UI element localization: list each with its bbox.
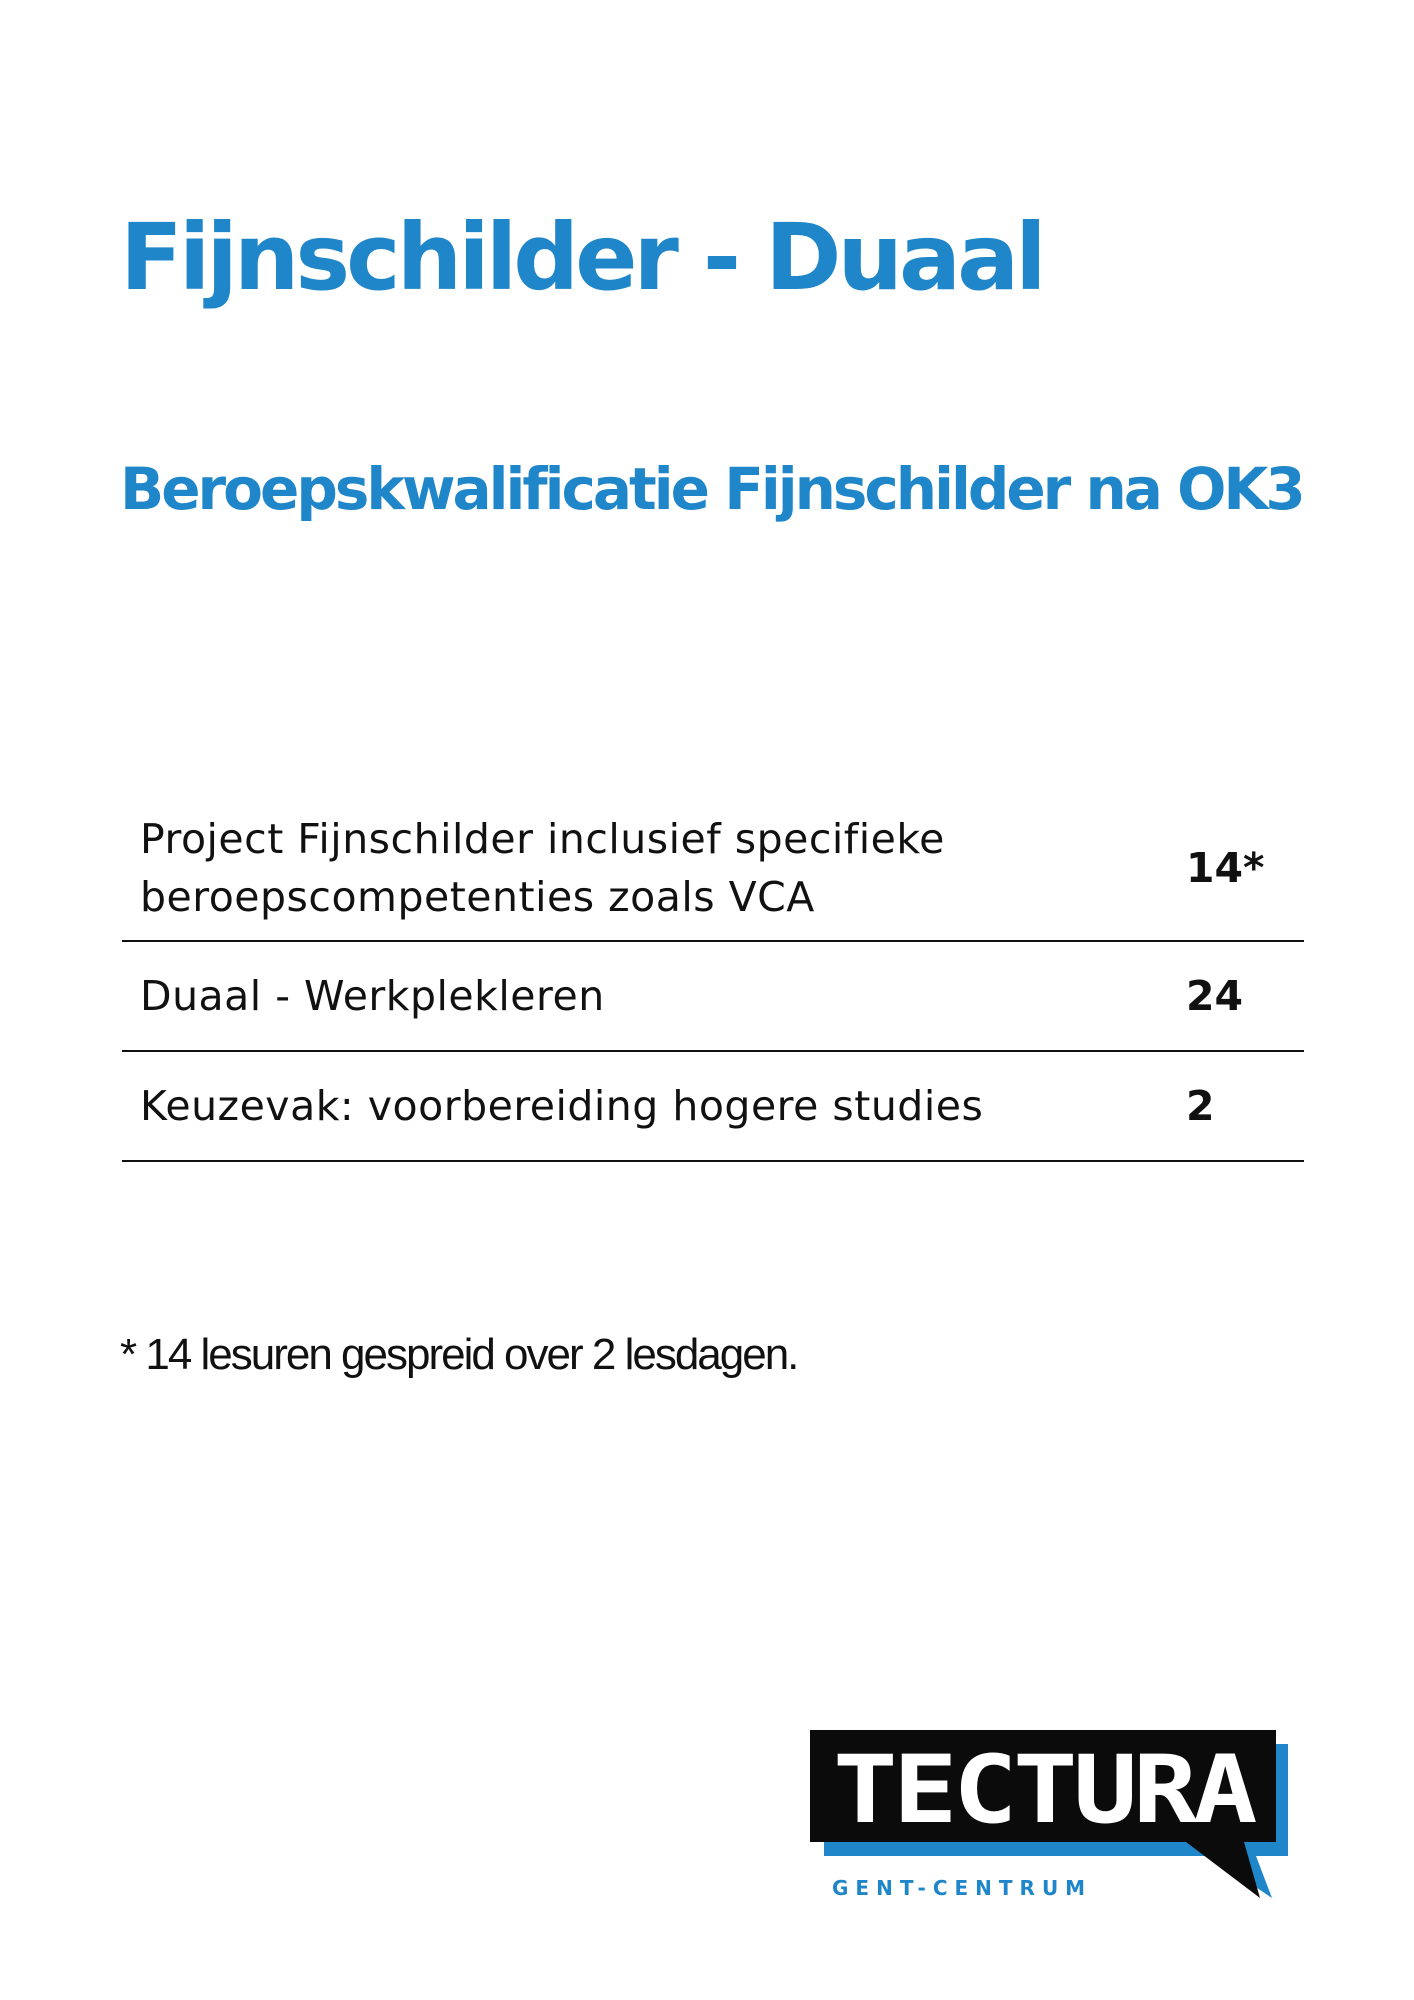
table-row-label-line: Project Fijnschilder inclusief specifieke (140, 815, 945, 863)
table-row-hours: 2 (1186, 1082, 1215, 1130)
page-title: Fijnschilder - Duaal (120, 204, 1043, 311)
tectura-location: GENT-CENTRUM (832, 1876, 1093, 1900)
page-subtitle: Beroepskwalificatie Fijnschilder na OK3 (120, 455, 1303, 523)
table-row-label (122, 1077, 1186, 1135)
table-row-label (122, 967, 1186, 1025)
tectura-logo (810, 1722, 1296, 1922)
table-row (122, 942, 1304, 1052)
table-row-label-line: Keuzevak: voorbereiding hogere studies (140, 1082, 984, 1130)
table-row (122, 796, 1304, 942)
hours-table (122, 796, 1304, 1162)
table-row-label (122, 810, 1186, 926)
table-row (122, 1052, 1304, 1162)
table-row-label-line: Duaal - Werkplekleren (140, 972, 605, 1020)
tectura-wordmark: TECTURA (833, 1736, 1257, 1845)
table-row-label-line: beroepscompetenties zoals VCA (140, 873, 815, 921)
table-row-hours: 14* (1186, 844, 1265, 892)
table-row-hours: 24 (1186, 972, 1244, 1020)
footnote: * 14 lesuren gespreid over 2 lesdagen. (120, 1330, 798, 1379)
